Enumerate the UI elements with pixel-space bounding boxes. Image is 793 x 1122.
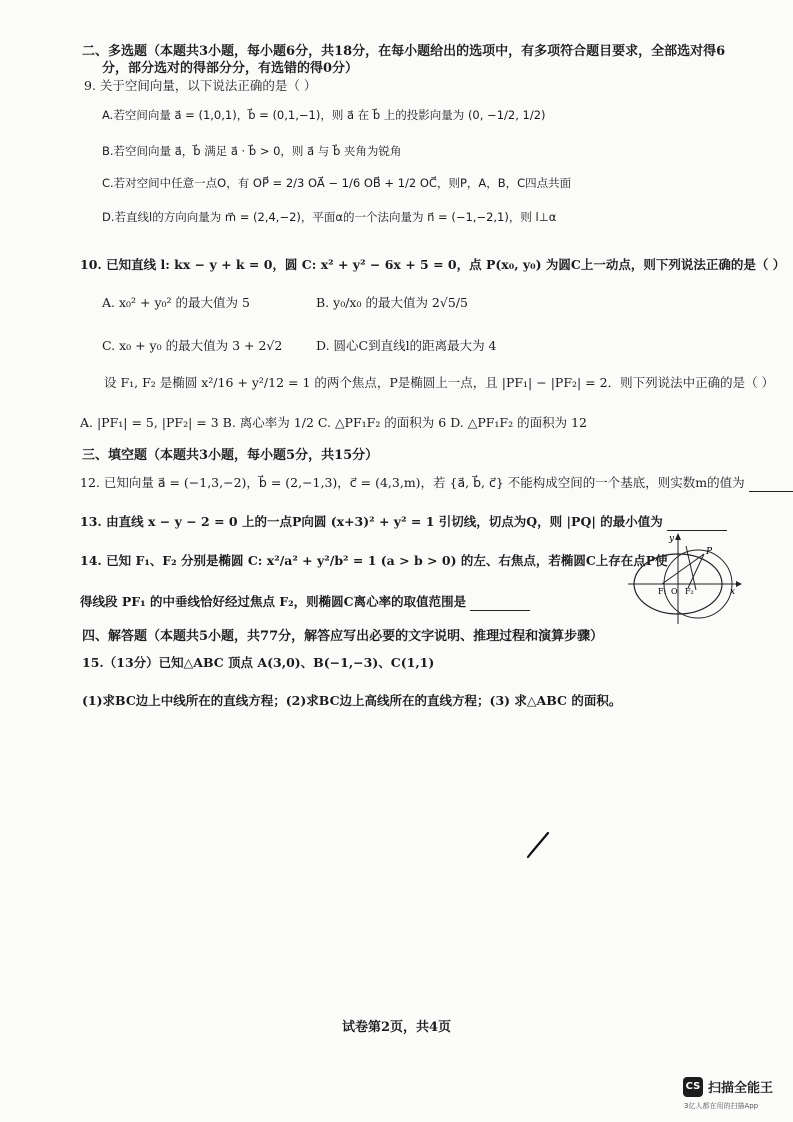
q14-blank [470, 598, 530, 611]
q13-stem: 13. 由直线 x − y − 2 = 0 上的一点P向圆 (x+3)² + y² = 1 引切线，切点为Q，则 |PQ| 的最小值为 [80, 514, 663, 529]
pen-mark [524, 830, 552, 860]
q12-text [80, 474, 793, 492]
ellipse-figure [626, 532, 742, 628]
label-p: P [706, 547, 713, 557]
scanner-watermark-subtitle: 3亿人都在用的扫描App [684, 1102, 759, 1110]
q10-option-a: A. x₀² + y₀² 的最大值为 5 [102, 295, 250, 310]
q11-stem: 设 F₁, F₂ 是椭圆 x²/16 + y²/12 = 1 的两个焦点，P是椭圆上一点，且 |PF₁| − |PF₂| = 2．则下列说法中正确的是（ ） [104, 375, 775, 390]
page-footer: 试卷第2页，共4页 [341, 1020, 452, 1035]
q13-text [80, 513, 727, 531]
q14-line2-wrap [80, 593, 530, 611]
q13-blank [667, 518, 727, 531]
q9-option-a: A.若空间向量 a⃗ = (1,0,1)，b⃗ = (0,1,−1)，则 a⃗ 在 b⃗ 上的投影向量为 (0, −1/2, 1/2) [102, 108, 546, 122]
section-fill-blank-header: 三、填空题（本题共3小题，每小题5分，共15分） [82, 448, 379, 463]
perpendicular-bisector [686, 546, 696, 590]
q10-option-c: C. x₀ + y₀ 的最大值为 3 + 2√2 [102, 338, 283, 353]
label-y: y [669, 534, 675, 544]
q10-stem: 10. 已知直线 l: kx − y + k = 0，圆 C: x² + y² − 6x + 5 = 0，点 P(x₀, y₀) 为圆C上一动点，则下列说法正确的是（ ） [80, 257, 786, 272]
scanner-logo-icon: CS [683, 1077, 703, 1097]
x-axis-arrow [736, 581, 742, 587]
section-multi-choice-header-cont: 分，部分选对的得部分分，有选错的得0分） [102, 61, 359, 76]
scanner-watermark-title: 扫描全能王 [708, 1081, 774, 1096]
q11-options: A. |PF₁| = 5, |PF₂| = 3 B. 离心率为 1/2 C. △PF₁F₂ 的面积为 6 D. △PF₁F₂ 的面积为 12 [80, 415, 587, 430]
q9-option-b: B.若空间向量 a⃗，b⃗ 满足 a⃗ · b⃗ > 0，则 a⃗ 与 b⃗ 夹角为锐角 [102, 144, 402, 158]
q15-parts: (1)求BC边上中线所在的直线方程；(2)求BC边上高线所在的直线方程；(3) 求△ABC 的面积。 [82, 693, 622, 708]
q9-option-d: D.若直线l的方向向量为 m⃗ = (2,4,−2)，平面α的一个法向量为 n⃗ = (−1,−2,1)，则 l⊥α [102, 210, 557, 224]
q9-option-c: C.若对空间中任意一点O，有 OP⃗ = 2/3 OA⃗ − 1/6 OB⃗ + 1/2 OC⃗，则P，A，B，C四点共面 [102, 176, 572, 190]
q15-stem: 15.（13分）已知△ABC 顶点 A(3,0)、B(−1,−3)、C(1,1) [82, 655, 435, 670]
segment-pf1 [662, 554, 704, 584]
label-f2: F₂ [685, 587, 694, 596]
q14-line2: 得线段 PF₁ 的中垂线恰好经过焦点 F₂，则椭圆C离心率的取值范围是 [80, 594, 467, 609]
label-f1: F₁ [658, 587, 667, 596]
label-x: x [730, 587, 736, 597]
y-axis-arrow [675, 533, 681, 540]
section-multi-choice-header: 二、多选题（本题共3小题，每小题6分，共18分，在每小题给出的选项中，有多项符合题目要求，全部选对得6 [82, 44, 726, 59]
section-answer-header: 四、解答题（本题共5小题，共77分，解答应写出必要的文字说明、推理过程和演算步骤） [82, 629, 604, 644]
q14-line1: 14. 已知 F₁、F₂ 分别是椭圆 C: x²/a² + y²/b² = 1 (a > b > 0) 的左、右焦点，若椭圆C上存在点P使 [80, 553, 668, 568]
q10-option-d: D. 圆心C到直线l的距离最大为 4 [316, 338, 497, 353]
q9-stem: 9. 关于空间向量，以下说法正确的是（ ） [84, 78, 317, 93]
q12-stem: 12. 已知向量 a⃗ = (−1,3,−2)，b⃗ = (2,−1,3)，c⃗ = (4,3,m)，若 {a⃗, b⃗, c⃗} 不能构成空间的一个基底，则实数m的值为 [80, 475, 745, 490]
label-o: O [671, 587, 678, 596]
q12-blank [749, 479, 793, 492]
q10-option-b: B. y₀/x₀ 的最大值为 2√5/5 [316, 295, 468, 310]
